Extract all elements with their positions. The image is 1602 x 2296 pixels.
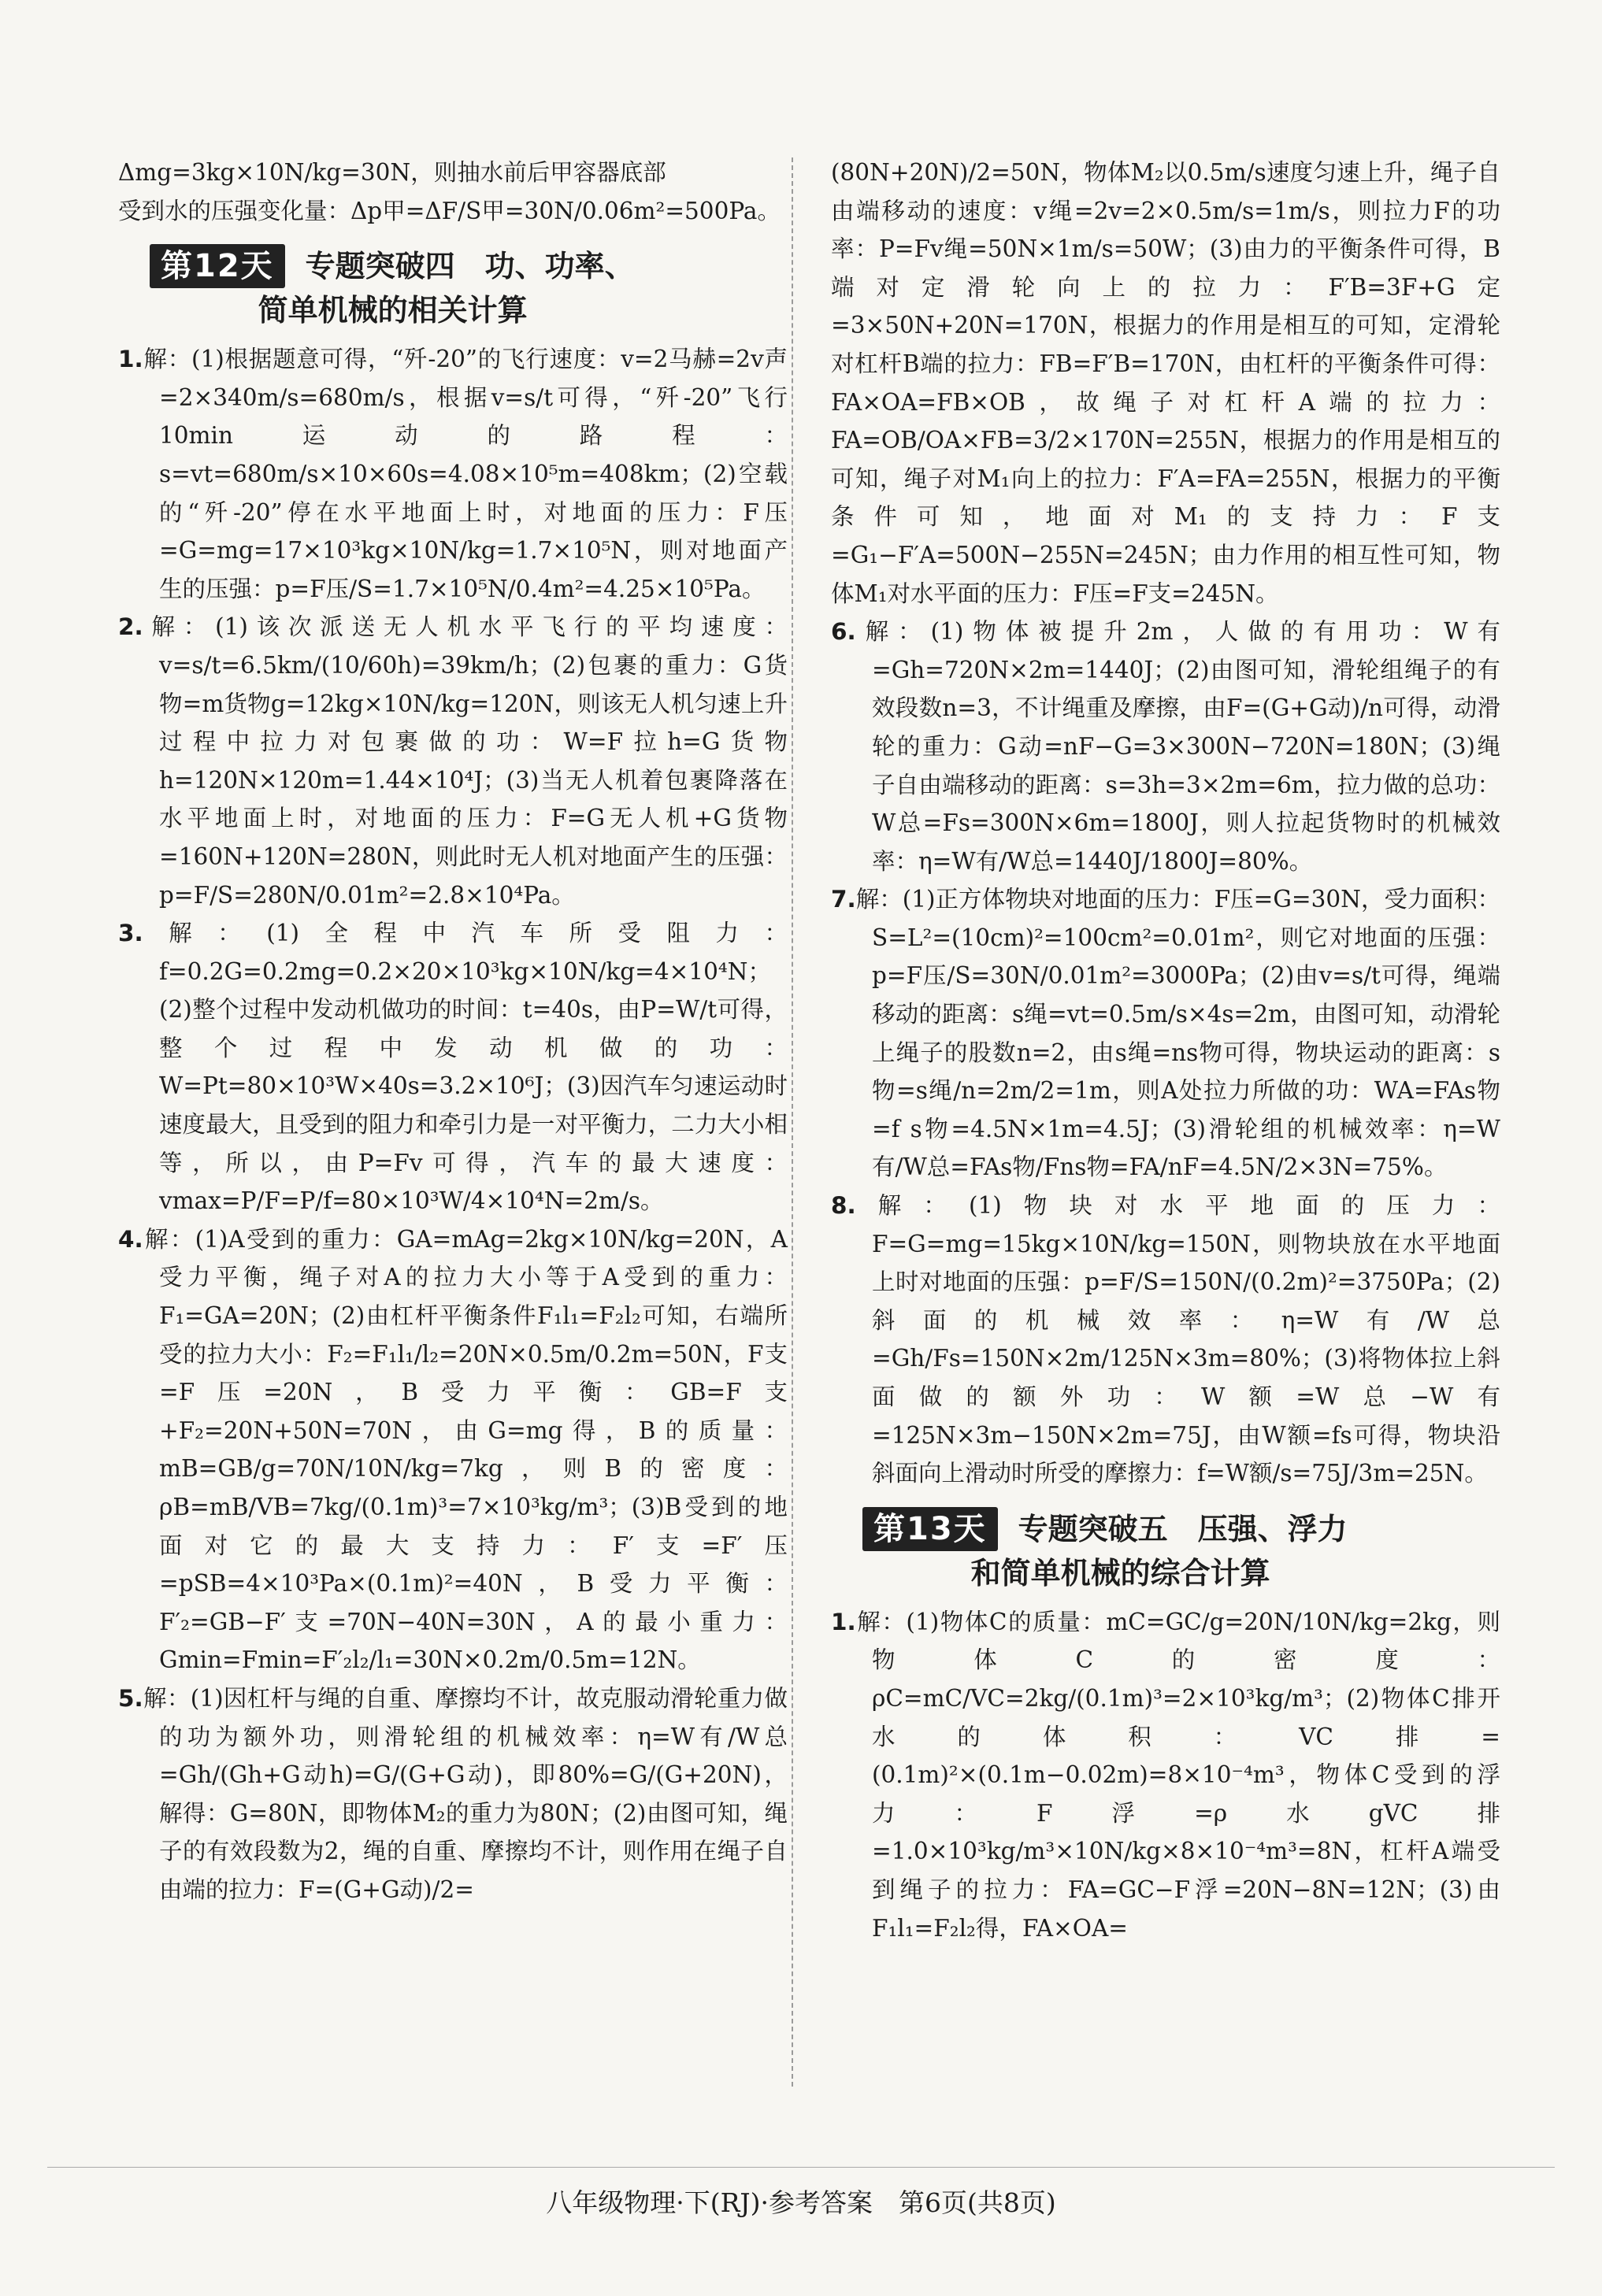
problem-answer: 解：(1)根据题意可得，“歼-20”的飞行速度：v=2马赫=2v声=2×340m/s=680m/s，根据v=s/t可得，“歼-20”飞行10min运动的路程：s=vt=680m/s×10×60s=4.08×10⁵m=408km；(2)空载的“歼-20”停在水平地面上时，对地面的压力：F压=G=mg=17×10³kg×10N/kg=1.7×10⁵N，则对地面产生的压强：p=F压/S=1.7×10⁵N/0.4m²=4.25×10⁵Pa。 [143, 346, 788, 602]
problem-answer: 解：(1)全程中汽车所受阻力：f=0.2G=0.2mg=0.2×20×10³kg×10N/kg=4×10⁴N；(2)整个过程中发动机做功的时间：t=40s，由P=W/t可得，整个过程中发动机做的功：W=Pt=80×10³W×40s=3.2×10⁶J；(3)因汽车匀速运动时速度最大，且受到的阻力和牵引力是一对平衡力，二力大小相等，所以，由P=Fv可得，汽车的最大速度：vmax=P/F=P/f=80×10³W/4×10⁴N=2m/s。 [143, 920, 788, 1215]
section-title [258, 244, 635, 332]
problem-answer: 解：(1)正方体物块对地面的压力：F压=G=30N，受力面积：S=L²=(10cm)²=100cm²=0.01m²，则它对地面的压强：p=F压/S=30N/0.01m²=3000Pa；(2)由v=s/t可得，绳端移动的距离：s绳=vt=0.5m/s×4s=2m，由图可知，动滑轮上绳子的股数n=2，由s绳=ns物可得，物块运动的距离：s物=s绳/n=2m/2=1m，则A处拉力所做的功：WA=FAs物=f s物=4.5N×1m=4.5J；(3)滑轮组的机械效率：η=W有/W总=FAs物/Fns物=FA/nF=4.5N/2×3N=75%。 [855, 886, 1500, 1181]
problem-answer: 解：(1)物体C的质量：mC=GC/g=20N/10N/kg=2kg，则物体C的密度：ρC=mC/VC=2kg/(0.1m)³=2×10³kg/m³；(2)物体C排开水的体积：VC排=(0.1m)²×(0.1m−0.02m)=8×10⁻⁴m³，物体C受到的浮力：F浮=ρ水gVC排=1.0×10³kg/m³×10N/kg×8×10⁻⁴m³=8N，杠杆A端受到绳子的拉力：FA=GC−F浮=20N−8N=12N；(3)由F₁l₁=F₂l₂得，FA×OA= [855, 1608, 1500, 1942]
problem-item [831, 1187, 1500, 1493]
section-title-line-2: 和简单机械的综合计算 [970, 1555, 1270, 1591]
problem-answer: 解：(1)该次派送无人机水平飞行的平均速度：v=s/t=6.5km/(10/60h)=39km/h；(2)包裹的重力：G货物=m货物g=12kg×10N/kg=120N，则该无人机匀速上升过程中拉力对包裹做的功：W=F拉h=G货物h=120N×120m=1.44×10⁴J；(3)当无人机着包裹降落在水平地面上时，对地面的压力：F=G无人机+G货物=160N+120N=280N，则此时无人机对地面产生的压强：p=F/S=280N/0.01m²=2.8×10⁴Pa。 [143, 613, 788, 909]
problem-number: 8. [831, 1192, 856, 1220]
section-heading-day-12 [118, 244, 788, 332]
problem-item [118, 608, 788, 914]
section-title [970, 1507, 1348, 1595]
section-heading-day-13 [831, 1507, 1500, 1595]
section-title-line-2: 简单机械的相关计算 [258, 293, 528, 328]
problem-answer: 解：(1)A受到的重力：GA=mAg=2kg×10N/kg=20N，A受力平衡，绳子对A的拉力大小等于A受到的重力：F₁=GA=20N；(2)由杠杆平衡条件F₁l₁=F₂l₂可知，右端所受的拉力大小：F₂=F₁l₁/l₂=20N×0.5m/0.2m=50N，F支=F压=20N，B受力平衡：GB=F支+F₂=20N+50N=70N，由G=mg得，B的质量：mB=GB/g=70N/10N/kg=7kg，则B的密度：ρB=mB/VB=7kg/(0.1m)³=7×10³kg/m³；(3)B受到的地面对它的最大支持力：F′支=F′压=pSB=4×10³Pa×(0.1m)²=40N，B受力平衡：F′₂=GB−F′支=70N−40N=30N，A的最小重力：Gmin=Fmin=F′₂l₂/l₁=30N×0.2m/0.5m=12N。 [143, 1225, 788, 1674]
left-column [118, 154, 788, 1909]
problem-item [118, 914, 788, 1220]
page-footer: 八年级物理·下(RJ)·参考答案 第6页(共8页) [546, 2187, 1056, 2218]
problem-answer: 解：(1)因杠杆与绳的自重、摩擦均不计，故克服动滑轮重力做的功为额外功，则滑轮组的机械效率：η=W有/W总=Gh/(Gh+G动h)=G/(G+G动)，即80%=G/(G+20N)，解得：G=80N，即物体M₂的重力为80N；(2)由图可知，绳子的有效段数为2，绳的自重、摩擦均不计，则作用在绳子自由端的拉力：F=(G+G动)/2= [143, 1684, 788, 1903]
problem-item [118, 340, 788, 608]
problem-item [831, 880, 1500, 1187]
footer-divider [47, 2167, 1555, 2168]
problem-answer: 解：(1)物块对水平地面的压力：F=G=mg=15kg×10N/kg=150N，则物块放在水平地面上时对地面的压强：p=F/S=150N/(0.2m)²=3750Pa；(2)斜面的机械效率：η=W有/W总=Gh/Fs=150N×2m/125N×3m=80%；(3)将物体拉上斜面做的额外功：W额=W总−W有=125N×3m−150N×2m=75J，由W额=fs可得，物块沿斜面向上滑动时所受的摩擦力：f=W额/s=75J/3m=25N。 [855, 1192, 1500, 1487]
problem-number: 7. [831, 886, 856, 913]
problem-continuation: (80N+20N)/2=50N，物体M₂以0.5m/s速度匀速上升，绳子自由端移动的速度：v绳=2v=2×0.5m/s=1m/s，则拉力F的功率：P=Fv绳=50N×1m/s=50W；(3)由力的平衡条件可得，B端对定滑轮向上的拉力：F′B=3F+G定=3×50N+20N=170N，根据力的作用是相互的可知，定滑轮对杠杆B端的拉力：FB=F′B=170N，由杠杆的平衡条件可得：FA×OA=FB×OB，故绳子对杠杆A端的拉力：FA=OB/OA×FB=3/2×170N=255N，根据力的作用是相互的可知，绳子对M₁向上的拉力：F′A=FA=255N，根据力的平衡条件可知，地面对M₁的支持力：F支=G₁−F′A=500N−255N=245N；由力作用的相互性可知，物体M₁对水平面的压力：F压=F支=245N。 [831, 159, 1500, 607]
problem-number: 1. [831, 1608, 856, 1635]
problem-number: 2. [118, 613, 143, 641]
section-title-line-1: 专题突破四 功、功率、 [305, 249, 635, 284]
right-column [831, 154, 1500, 1947]
problem-number: 5. [118, 1684, 143, 1712]
day-badge: 第12天 [150, 244, 285, 288]
problem-item [118, 1220, 788, 1679]
intro-line-1: Δmg=3kg×10N/kg=30N，则抽水前后甲容器底部 [118, 159, 666, 186]
intro-line-2: 受到水的压强变化量：Δp甲=ΔF/S甲=30N/0.06m²=500Pa。 [118, 197, 781, 224]
problem-number: 1. [118, 346, 143, 373]
column-divider [792, 157, 793, 2087]
problem-item [831, 613, 1500, 880]
problem-number: 6. [831, 618, 856, 646]
day-badge: 第13天 [862, 1507, 998, 1551]
problem-answer: 解：(1)物体被提升2m，人做的有用功：W有=Gh=720N×2m=1440J；(2)由图可知，滑轮组绳子的有效段数n=3，不计绳重及摩擦，由F=(G+G动)/n可得，动滑轮的重力：G动=nF−G=3×300N−720N=180N；(3)绳子自由端移动的距离：s=3h=3×2m=6m，拉力做的总功：W总=Fs=300N×6m=1800J，则人拉起货物时的机械效率：η=W有/W总=1440J/1800J=80%。 [855, 618, 1500, 875]
problem-item [831, 1603, 1500, 1947]
section-title-line-1: 专题突破五 压强、浮力 [1018, 1511, 1348, 1546]
problem-item [118, 1679, 788, 1909]
problem-number: 4. [118, 1225, 143, 1253]
problem-number: 3. [118, 920, 143, 947]
